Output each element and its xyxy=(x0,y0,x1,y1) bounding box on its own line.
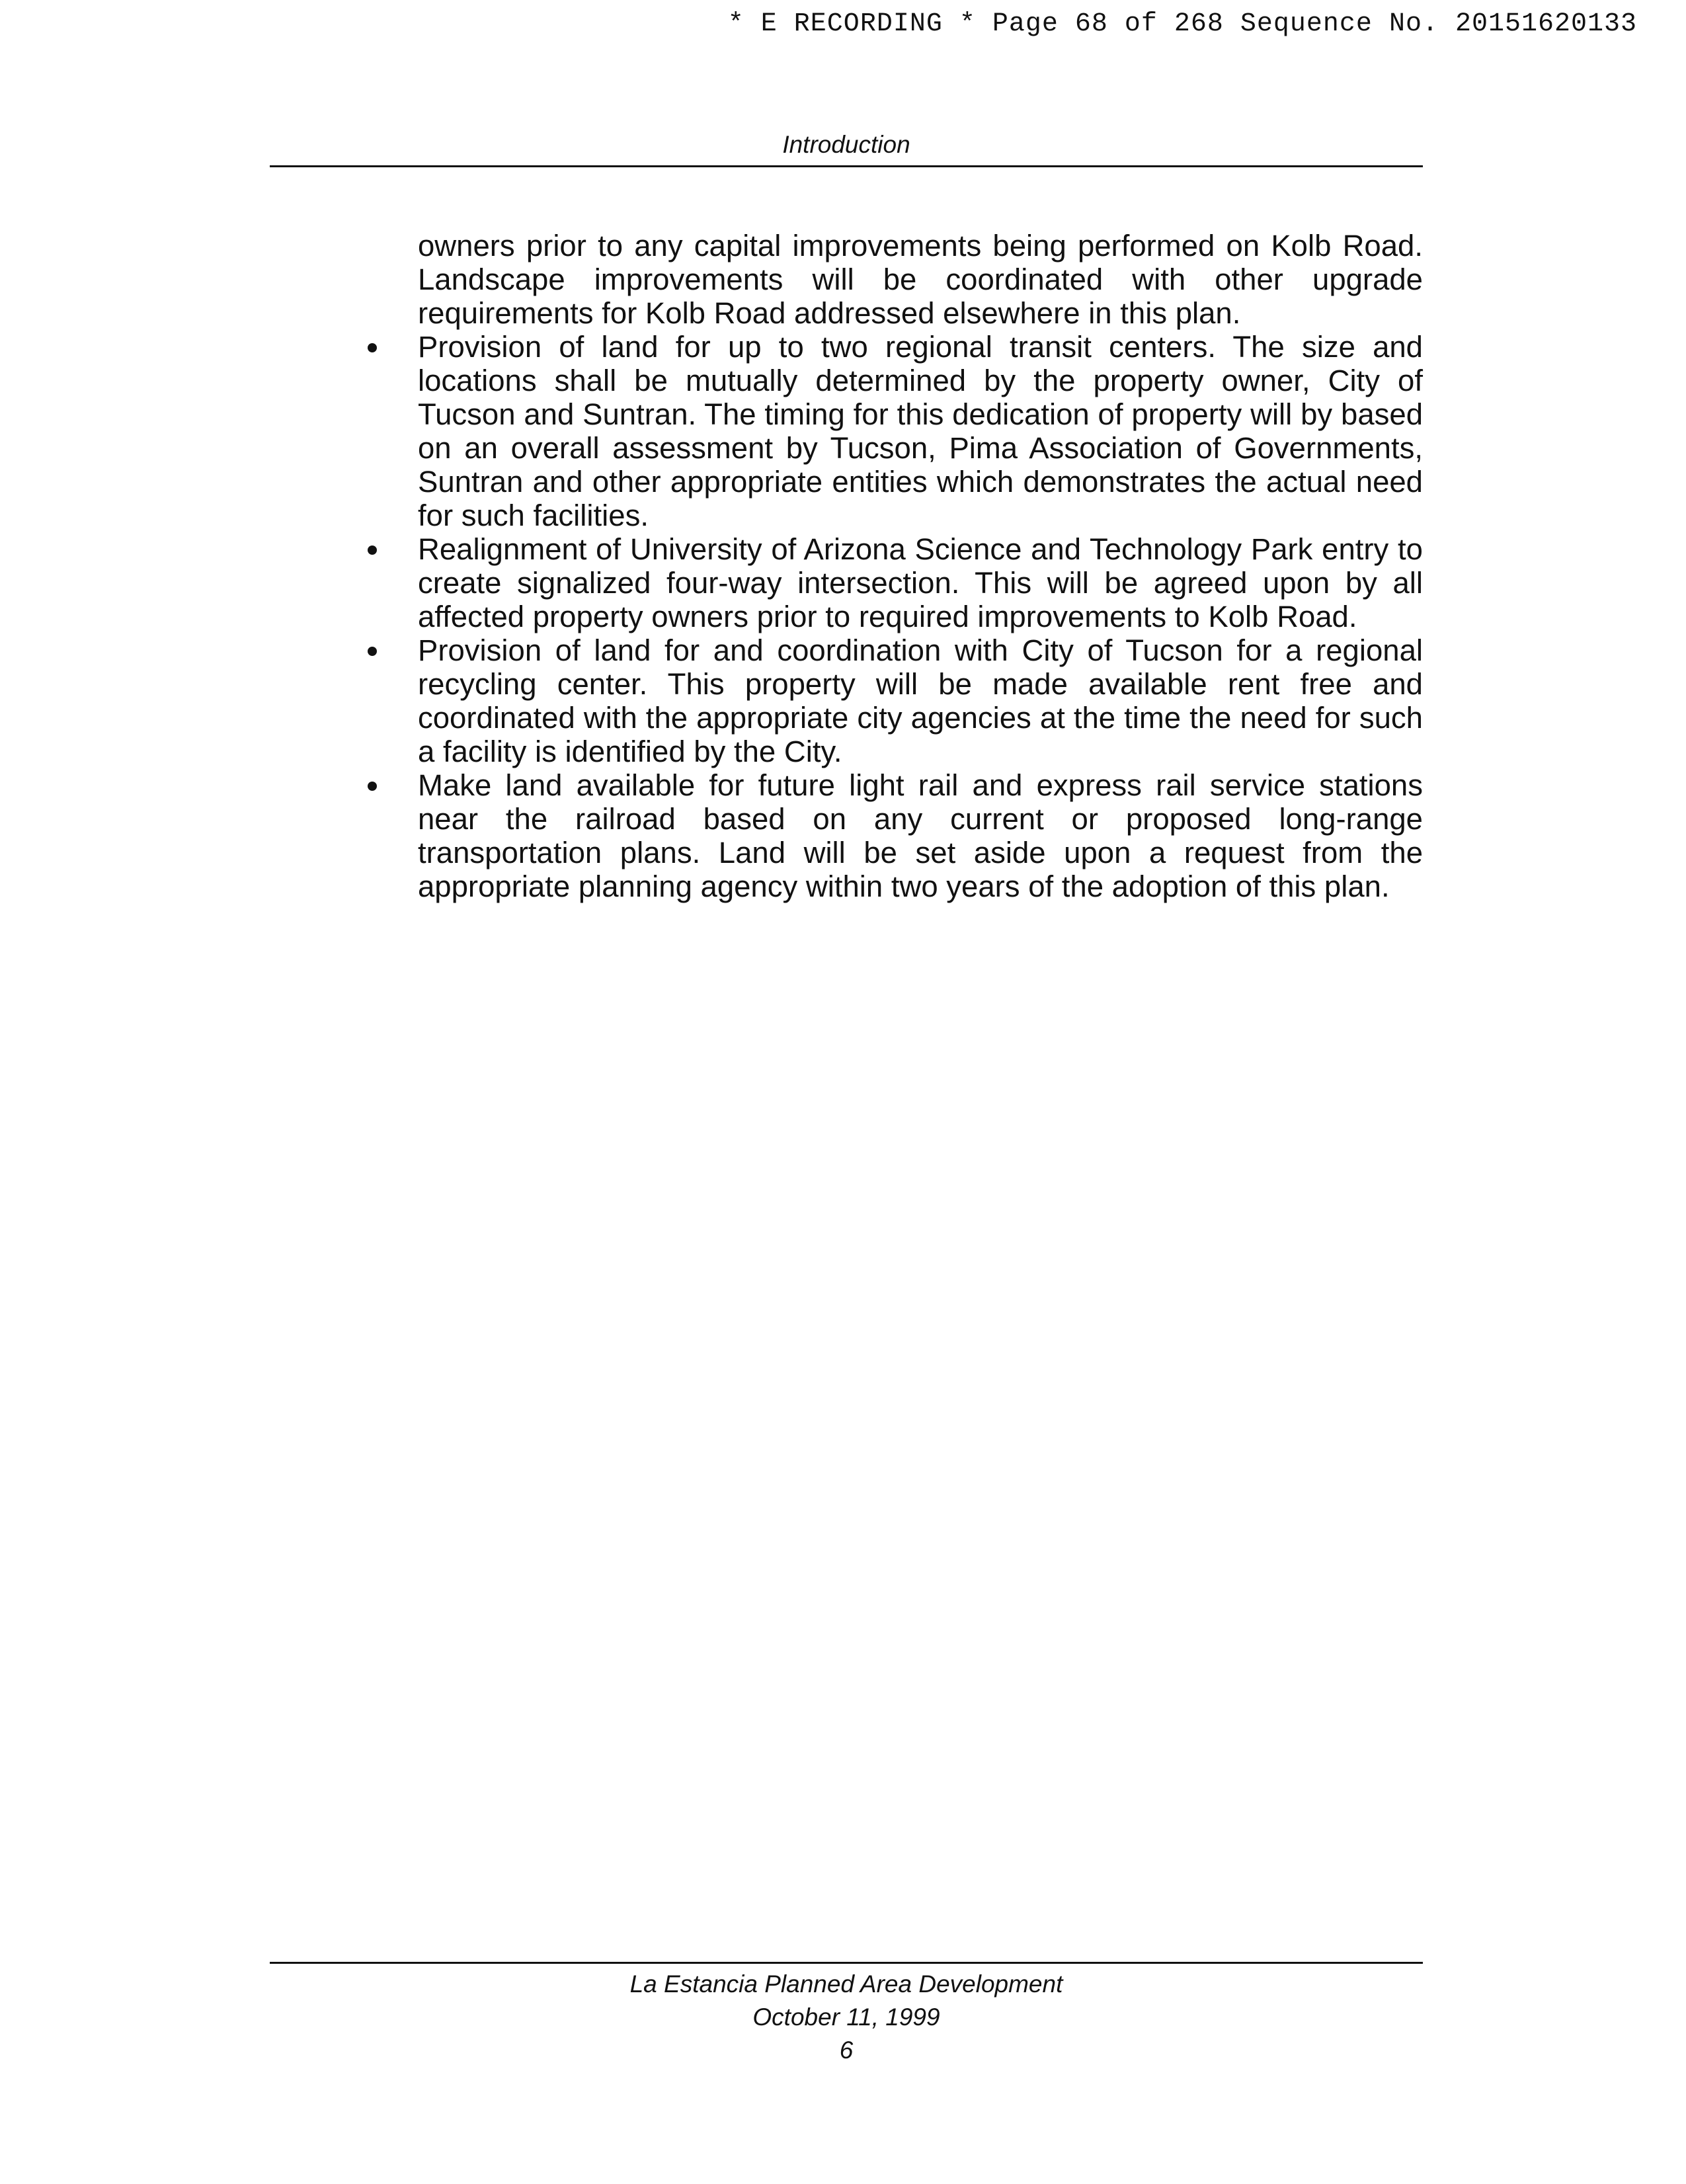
footer-date: October 11, 1999 xyxy=(752,2003,940,2031)
list-item xyxy=(418,768,1423,903)
page-footer xyxy=(270,1968,1423,2067)
running-header: Introduction xyxy=(782,131,910,158)
list-item-text: Provision of land for and coordination with City of Tucson for a regional recycling center. This property will be made available rent free and coordinated with the appropriate city agencies at the time the need for such a facility is identified by the City. xyxy=(418,633,1423,768)
page-number: 6 xyxy=(839,2037,854,2064)
footer-document-title: La Estancia Planned Area Development xyxy=(629,1970,1063,1998)
bullet-icon xyxy=(368,782,377,791)
list-item xyxy=(418,633,1423,768)
list-item xyxy=(418,532,1423,633)
recording-stamp: * E RECORDING * Page 68 of 268 Sequence No. 20151620133 xyxy=(727,9,1637,39)
list-item-text: Make land available for future light rail and express rail service stations near the railroad based on any current or proposed long-range transportation plans. Land will be set aside upon a request from the appropriate planning agency within two years of the adoption of this plan. xyxy=(418,768,1423,903)
continuation-paragraph: owners prior to any capital improvements being performed on Kolb Road. Landscape improvements will be coordinated with other upgrade requirements for Kolb Road addressed elsewhere in this plan. xyxy=(418,229,1423,330)
page-body xyxy=(418,229,1423,903)
list-item-text: Provision of land for up to two regional transit centers. The size and locations shall be mutually determined by the property owner, City of Tucson and Suntran. The timing for this dedication of property will by based on an overall assessment by Tucson, Pima Association of Governments, Suntran and other appropriate entities which demonstrates the actual need for such facilities. xyxy=(418,330,1423,532)
bullet-icon xyxy=(368,343,377,352)
header-rule xyxy=(270,165,1423,167)
list-item-text: Realignment of University of Arizona Science and Technology Park entry to create signalized four-way intersection. This will be agreed upon by all affected property owners prior to required improvements to Kolb Road. xyxy=(418,532,1423,633)
footer-rule xyxy=(270,1962,1423,1964)
bullet-list xyxy=(418,330,1423,903)
list-item xyxy=(418,330,1423,532)
bullet-icon xyxy=(368,647,377,656)
bullet-icon xyxy=(368,546,377,555)
